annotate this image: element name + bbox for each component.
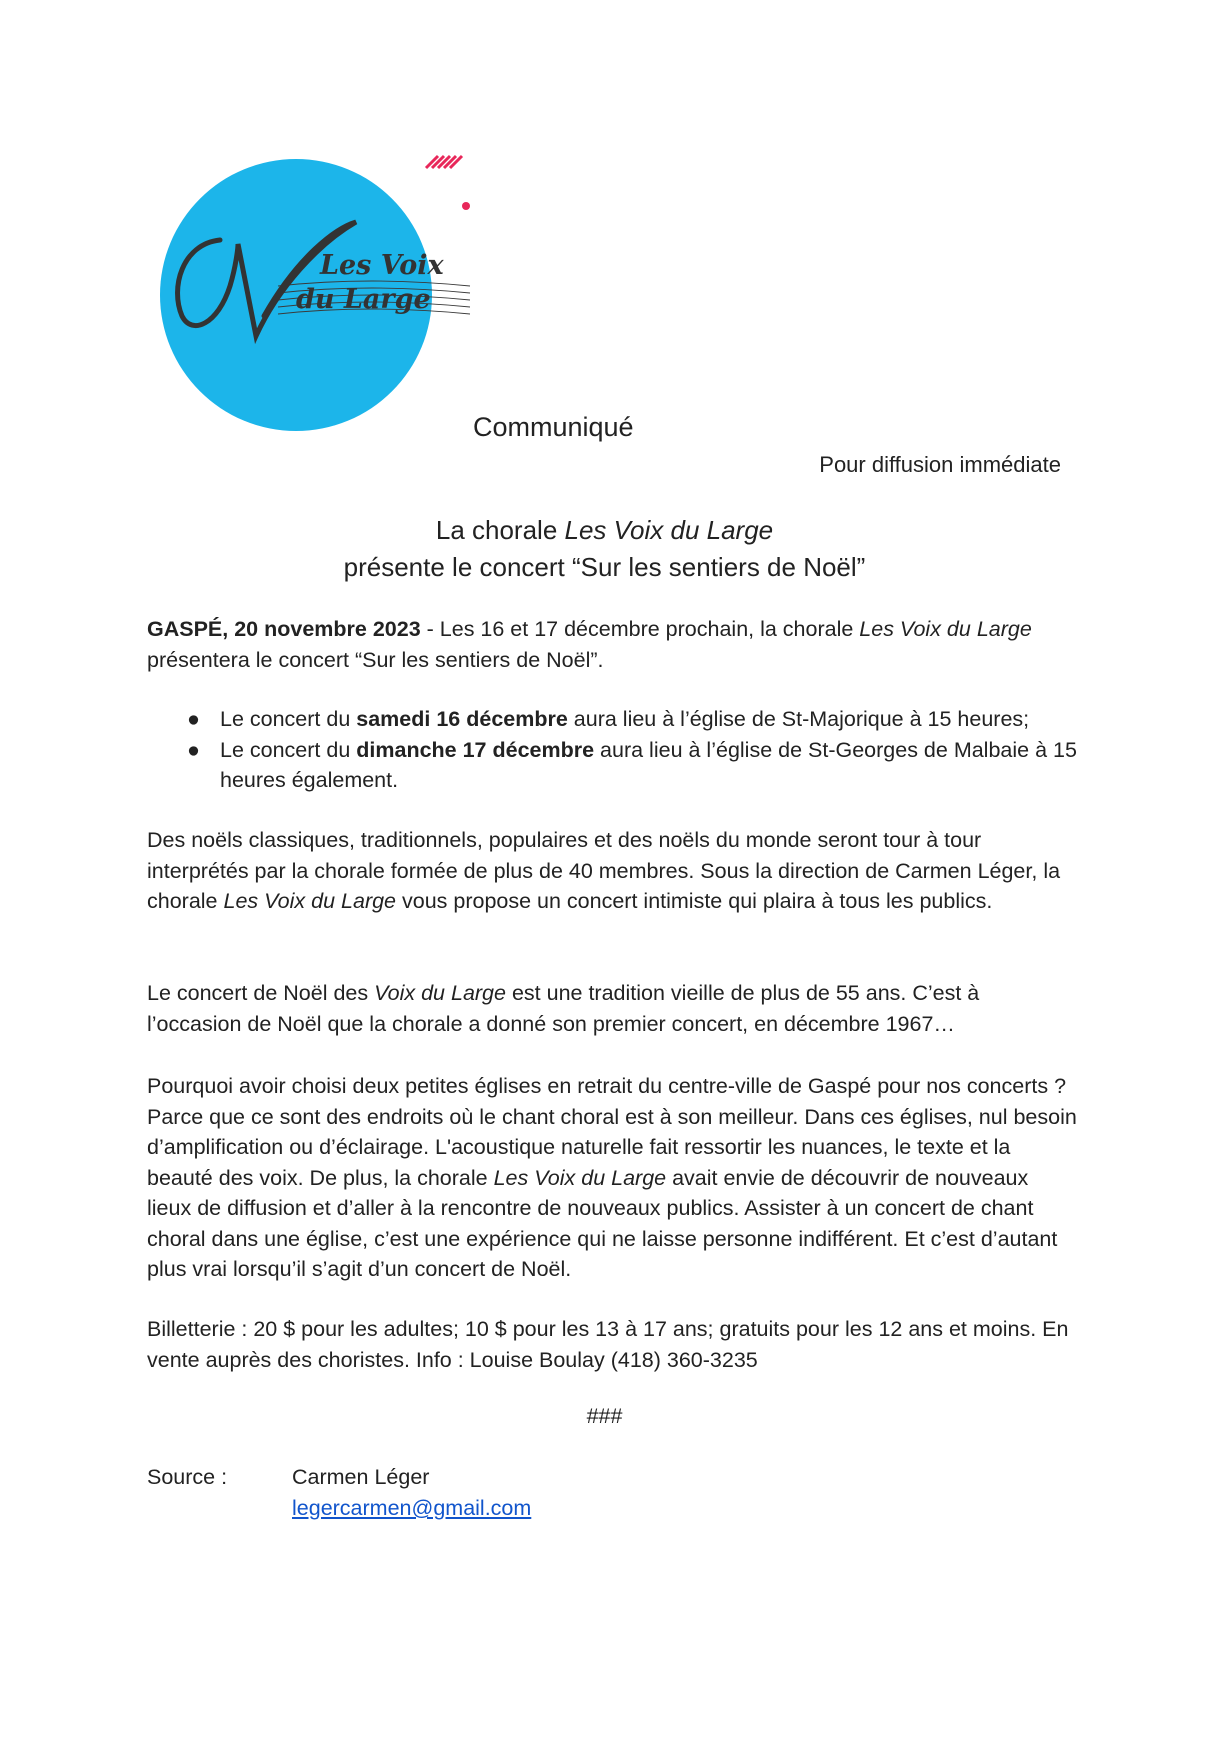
tradition-paragraph — [147, 978, 1077, 1039]
ticketing-paragraph: Billetterie : 20 $ pour les adultes; 10 $ pour les 13 à 17 ans; gratuits pour les 12 ans et moins. En vente auprès des choristes. Info : Louise Boulay (418) 360-3235 — [147, 1317, 1069, 1372]
bullet-text-pre: Le concert du — [220, 737, 357, 762]
logo-red-accent — [426, 156, 470, 210]
para4-text-1: Pourquoi avoir choisi deux petites églises en retrait du centre-ville de Gaspé pour nos concerts ? Parce que ce sont des endroits où le chant choral est à son meilleur. Dans ces églises, nul besoin d’amplification ou d’éclairage. L'acoustique naturelle fait ressortir les nuances, le texte et la beauté des voix. De plus, la chorale — [147, 1074, 1077, 1190]
bullet-icon: ● — [187, 737, 200, 762]
para2-text-1: Des noëls classiques, traditionnels, populaires et des noëls du monde seront tour à tour interprétés par la chorale formée de plus de 40 membres. Sous la direction de Carmen Léger, la chorale — [147, 828, 1061, 913]
release-notice: Pour diffusion immédiate — [819, 452, 1061, 477]
bullet-icon: ● — [187, 707, 200, 731]
concert-list — [147, 704, 1077, 796]
bullet-text-post: aura lieu à l’église de St-Majorique à 15 heures; — [567, 707, 1030, 731]
source-email-link[interactable]: legercarmen@gmail.com — [292, 1496, 532, 1520]
headline-choir-name: Les Voix du Large — [564, 515, 774, 545]
para3-text-1: Le concert de Noël des — [147, 981, 375, 1005]
program-paragraph — [147, 825, 1077, 917]
para4-choir-name: Les Voix du Large — [493, 1165, 667, 1190]
para2-text-2: vous propose un concert intimiste qui plaira à tous les publics. — [396, 889, 993, 913]
logo-text-line2: du Large — [296, 284, 431, 315]
dateline: GASPÉ, 20 novembre 2023 — [147, 617, 421, 641]
source-label: Source : — [147, 1465, 228, 1489]
para4-text-2: avait envie de découvrir de nouveaux lieux de diffusion et d’aller à la rencontre de nouveaux publics. Assister à un concert de chant choral dans une église, c’est une expérience qui ne laisse personne indifférent. Et c’est d’autant plus vrai lorsqu’il s’agit d’un concert de Noël. — [147, 1165, 1058, 1281]
choir-logo — [160, 148, 480, 438]
bullet-text-pre: Le concert du — [220, 707, 357, 731]
bullet-date: dimanche 17 décembre — [356, 737, 595, 762]
intro-text-1: - Les 16 et 17 décembre prochain, la chorale — [420, 617, 860, 641]
document-type: Communiqué — [473, 412, 634, 442]
para2-choir-name: Les Voix du Large — [223, 889, 397, 913]
headline-line1 — [0, 512, 1209, 549]
para3-text-2: est une tradition vieille de plus de 55 ans. C’est à l’occasion de Noël que la chorale a donné son premier concert, en décembre 1967… — [147, 981, 980, 1036]
logo-text-line1: Les Voix — [320, 250, 444, 281]
list-item — [147, 704, 1077, 735]
intro-paragraph — [147, 614, 1077, 675]
bullet-text-post: aura lieu à l’église de St-Georges de Malbaie à 15 heures également. — [220, 737, 1077, 792]
headline-prefix: La chorale — [435, 515, 565, 545]
source-name: Carmen Léger — [292, 1465, 430, 1489]
bullet-date: samedi 16 décembre — [356, 707, 568, 731]
para3-choir-name: Voix du Large — [374, 981, 506, 1005]
intro-text-2: présentera le concert “Sur les sentiers de Noël”. — [147, 647, 604, 672]
list-item — [147, 735, 1077, 796]
venue-paragraph — [147, 1071, 1077, 1285]
end-mark: ### — [586, 1404, 623, 1428]
intro-choir-name: Les Voix du Large — [859, 617, 1032, 641]
headline-line2: présente le concert “Sur les sentiers de Noël” — [343, 552, 866, 582]
